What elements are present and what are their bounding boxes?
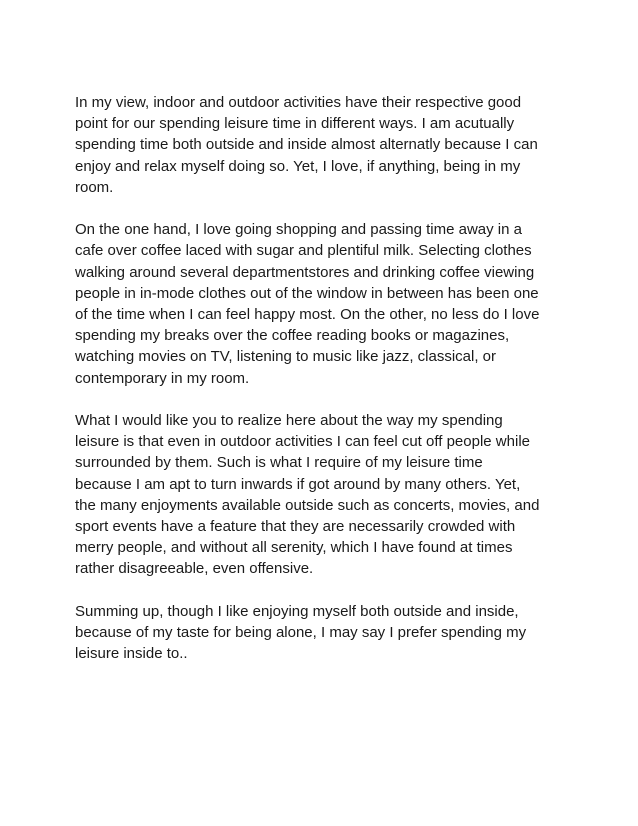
text-line: the many enjoyments available outside such as concerts, movies, and <box>75 496 540 514</box>
text-line: Summing up, though I like enjoying myself both outside and inside, <box>75 602 519 620</box>
text-line: people in in-mode clothes out of the window in between has been one <box>75 284 539 302</box>
text-line: because of my taste for being alone, I may say I prefer spending my <box>75 624 527 642</box>
text-line: On the one hand, I love going shopping and passing time away in a <box>75 221 522 239</box>
text-line: cafe over coffee laced with sugar and plentiful milk. Selecting clothes <box>75 242 532 260</box>
paragraph-4 <box>75 601 567 665</box>
text-line: spending my breaks over the coffee reading books or magazines, <box>75 327 510 345</box>
text-line: spending time both outside and inside almost alternatly because I can <box>75 136 538 154</box>
text-line: watching movies on TV, listening to music like jazz, classical, or <box>75 348 497 366</box>
text-line: What I would like you to realize here about the way my spending <box>75 412 503 430</box>
text-line: walking around several departmentstores and drinking coffee viewing <box>75 263 535 281</box>
essay-body <box>75 92 567 686</box>
text-line: contemporary in my room. <box>75 369 250 387</box>
text-line: merry people, and without all serenity, which I have found at times <box>75 539 513 557</box>
text-line: leisure inside to.. <box>75 645 188 663</box>
paragraph-1 <box>75 92 567 198</box>
text-line: of the time when I can feel happy most. On the other, no less do I love <box>75 306 540 324</box>
text-line: point for our spending leisure time in different ways. I am acutually <box>75 115 515 133</box>
text-line: because I am apt to turn inwards if got around by many others. Yet, <box>75 475 521 493</box>
text-line: leisure is that even in outdoor activities I can feel cut off people while <box>75 433 530 451</box>
text-line: enjoy and relax myself doing so. Yet, I love, if anything, being in my <box>75 157 521 175</box>
text-line: sport events have a feature that they are necessarily crowded with <box>75 518 516 536</box>
paragraph-2 <box>75 219 567 389</box>
text-line: rather disagreeable, even offensive. <box>75 560 314 578</box>
text-line: room. <box>75 178 114 196</box>
paragraph-3 <box>75 410 567 580</box>
text-line: surrounded by them. Such is what I require of my leisure time <box>75 454 483 472</box>
text-line: In my view, indoor and outdoor activities have their respective good <box>75 94 522 111</box>
